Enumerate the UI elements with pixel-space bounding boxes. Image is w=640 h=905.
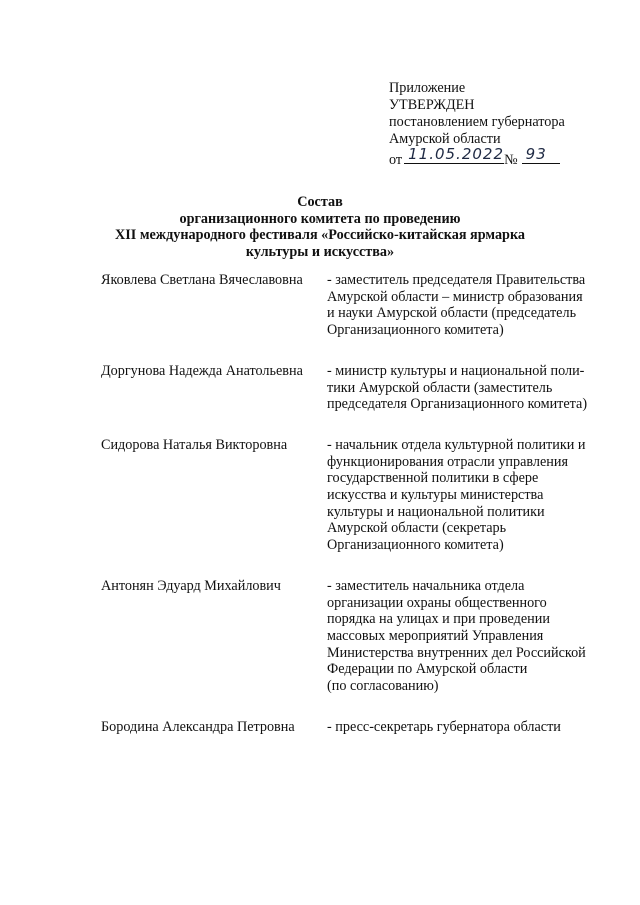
role-line: - начальник отдела культурной политики и — [327, 436, 586, 453]
handwritten-number: 93 — [525, 145, 547, 163]
date-field — [404, 145, 504, 164]
region-label: Амурской области — [389, 131, 501, 147]
member-name: Доргунова Надежда Анатольевна — [101, 362, 303, 379]
role-line: - заместитель председателя Правительства — [327, 272, 586, 288]
member-row — [101, 578, 601, 695]
committee-member-list — [101, 272, 601, 735]
role-line: государственной политики в сфере — [327, 470, 539, 487]
resolution-label: постановлением губернатора — [389, 114, 565, 130]
role-line: искусства и культуры министерства — [327, 487, 544, 504]
role-line: Федерации по Амурской области — [327, 661, 528, 678]
title-line-4: культуры и искусства» — [245, 243, 395, 260]
role-line: функционирования отрасли управления — [327, 453, 568, 470]
approved-label: УТВЕРЖДЕН — [389, 97, 475, 113]
role-line: организации охраны общественного — [327, 594, 547, 611]
approval-stamp-block — [389, 80, 565, 169]
member-name: Бородина Александра Петровна — [101, 718, 295, 735]
member-role — [327, 363, 601, 413]
date-number-line — [389, 145, 565, 169]
title-line-1: Состав — [297, 194, 343, 210]
member-role — [327, 437, 601, 554]
from-prefix: от — [389, 152, 403, 168]
title-line-3: XII международного фестиваля «Российско-китайская ярмарка — [115, 227, 525, 243]
role-line: - министр культуры и национальной поли- — [327, 362, 585, 379]
member-role — [327, 272, 601, 339]
member-role — [327, 719, 601, 736]
role-line: и науки Амурской области (председатель — [327, 305, 577, 322]
member-row — [101, 719, 601, 736]
member-row — [101, 437, 601, 554]
role-line: председателя Организационного комитета) — [327, 396, 588, 413]
role-line: (по согласованию) — [327, 678, 439, 695]
role-line: Министерства внутренних дел Российской — [327, 644, 586, 661]
member-row — [101, 363, 601, 413]
role-line: - пресс-секретарь губернатора области — [327, 718, 561, 735]
number-field — [522, 145, 560, 164]
member-name: Яковлева Светлана Вячеславовна — [101, 272, 303, 288]
role-line: порядка на улицах и при проведении — [327, 611, 550, 628]
role-line: Организационного комитета) — [327, 537, 504, 554]
document-title — [0, 194, 640, 260]
member-row — [101, 272, 601, 339]
member-name: Сидорова Наталья Викторовна — [101, 436, 288, 453]
role-line: тики Амурской области (заместитель — [327, 379, 553, 396]
title-line-2: организационного комитета по проведению — [179, 210, 461, 227]
number-sign: № — [504, 152, 518, 168]
role-line: Амурской области (секретарь — [327, 520, 507, 537]
role-line: Амурской области – министр образования — [327, 288, 583, 305]
handwritten-date: 11.05.2022 — [408, 145, 504, 163]
appendix-label: Приложение — [389, 80, 466, 96]
role-line: Организационного комитета) — [327, 322, 504, 339]
member-name: Антонян Эдуард Михайлович — [101, 577, 281, 594]
role-line: массовых мероприятий Управления — [327, 627, 544, 644]
member-role — [327, 578, 601, 695]
role-line: культуры и национальной политики — [327, 503, 545, 520]
role-line: - заместитель начальника отдела — [327, 577, 525, 594]
